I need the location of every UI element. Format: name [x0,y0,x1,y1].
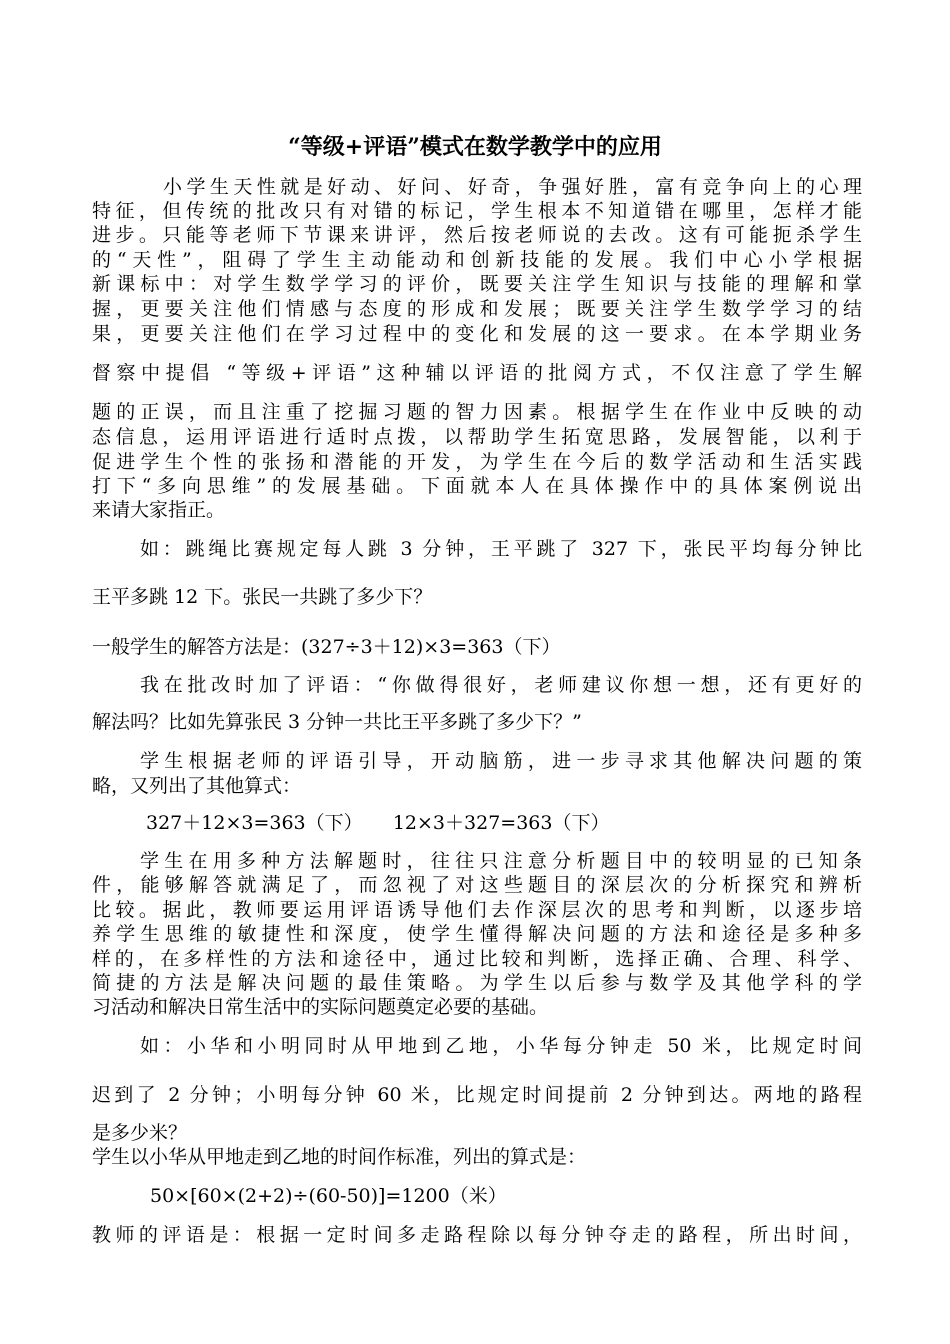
text-line: 小学生天性就是好动、好问、好奇，争强好胜，富有竞争向上的心理 [163,176,862,198]
text-line: 打下“多向思维”的发展基础。下面就本人在具体操作中的具体案例说出 [92,475,862,497]
text-line: 习活动和解决日常生活中的实际问题奠定必要的基础。 [92,996,549,1018]
text-line: 学生在用多种方法解题时，往往只注意分析题目中的较明显的已知条 [140,850,862,872]
text-line: 题的正误，而且注重了挖掘习题的智力因素。根据学生在作业中反映的动 [92,401,862,423]
text-line: 握，更要关注他们情感与态度的形成和发展；既要关注学生数学学习的结 [92,298,862,320]
text-line: 如：小华和小明同时从甲地到乙地，小华每分钟走 50 米，比规定时间 [140,1035,862,1057]
text-line: 特征，但传统的批改只有对错的标记，学生根本不知道错在哪里，怎样才能 [92,200,862,222]
text-line: 解法吗？比如先算张民 3 分钟一共比王平多跳了多少下？” [92,711,582,733]
text-line: 养学生思维的敏捷性和深度，使学生懂得解决问题的方法和途径是多种多 [92,923,862,945]
text-line: 来请大家指正。 [92,499,226,521]
text-line: 教师的评语是：根据一定时间多走路程除以每分钟夺走的路程，所出时间， [92,1224,862,1246]
text-line: 比较。据此，教师要运用评语诱导他们去作深层次的思考和判断，以逐步培 [92,899,862,921]
text-line: 件，能够解答就满足了，而忽视了对这些题目的深层次的分析探究和辨析 [92,874,862,896]
text-line: 50×[60×(2+2)÷(60-50)]=1200（米） [150,1185,507,1207]
text-line: 一般学生的解答方法是：(327÷3＋12)×3=363（下） [92,636,561,658]
text-line: 学生以小华从甲地走到乙地的时间作标准，列出的算式是： [92,1146,587,1168]
text-line: 进步。只能等老师下节课来讲评，然后按老师说的去改。这有可能扼杀学生 [92,224,862,246]
text-line: 我在批改时加了评语：“你做得很好，老师建议你想一想，还有更好的 [140,674,862,696]
text-line: 督察中提倡 “等级+评语”这种辅以评语的批阅方式，不仅注意了学生解 [92,362,862,384]
text-line: 样的，在多样性的方法和途径中，通过比较和判断，选择正确、合理、科学、 [92,948,862,970]
text-line: 迟到了 2 分钟；小明每分钟 60 米，比规定时间提前 2 分钟到达。两地的路程 [92,1084,862,1106]
text-line: 果，更要关注他们在学习过程中的变化和发展的这一要求。在本学期业务 [92,323,862,345]
text-line: 的“天性”，阻碍了学生主动能动和创新技能的发展。我们中心小学根据 [92,249,862,271]
text-line: 王平多跳 12 下。张民一共跳了多少下？ [92,586,433,608]
text-line: 态信息，运用评语进行适时点拨，以帮助学生拓宽思路，发展智能，以利于 [92,426,862,448]
text-line: 新课标中：对学生数学学习的评价，既要关注学生知识与技能的理解和掌 [92,273,862,295]
text-line: 简捷的方法是解决问题的最佳策略。为学生以后参与数学及其他学科的学 [92,972,862,994]
text-line: 促进学生个性的张扬和潜能的开发，为学生在今后的数学活动和生活实践 [92,451,862,473]
text-line: 学生根据老师的评语引导，开动脑筋，进一步寻求其他解决问题的策 [140,750,862,772]
text-line: 是多少米？ [92,1122,188,1144]
text-line: 略，又列出了其他算式： [92,775,302,797]
text-line: 327＋12×3=363（下） 12×3＋327=363（下） [146,812,610,834]
text-line: 如：跳绳比赛规定每人跳 3 分钟，王平跳了 327 下，张民平均每分钟比 [140,538,862,560]
document-title: “等级+评语”模式在数学教学中的应用 [288,134,662,160]
